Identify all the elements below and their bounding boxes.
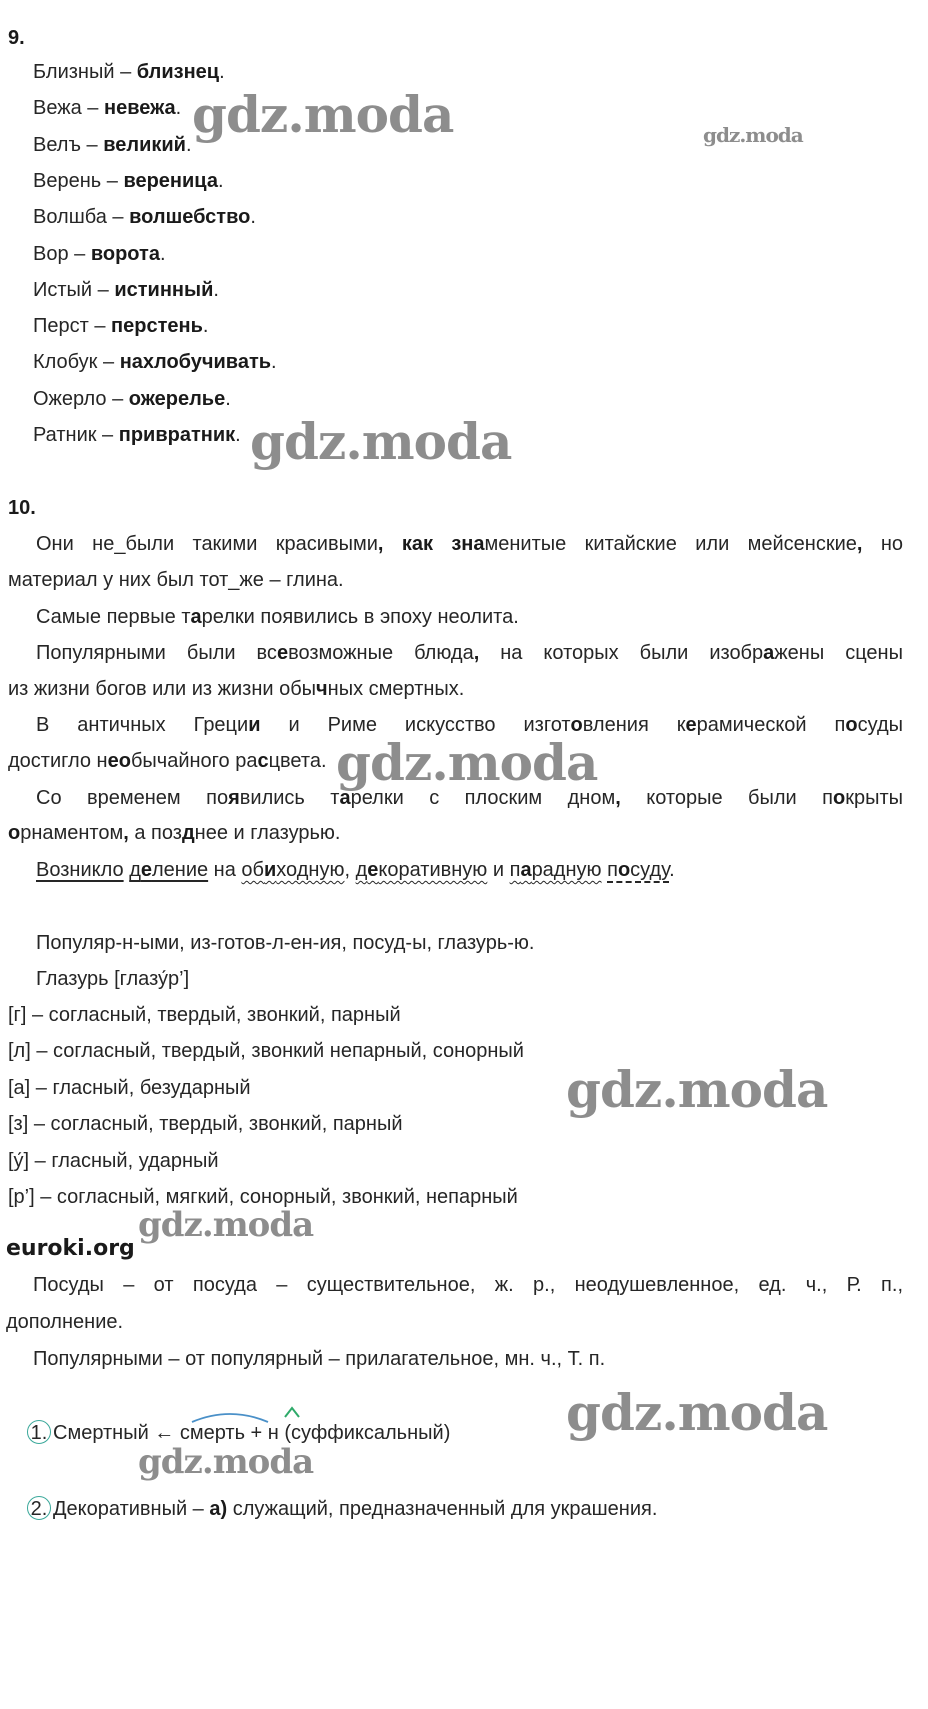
- phoneme-row: [л] – согласный, твердый, звонкий непарный, сонорный: [8, 1040, 524, 1063]
- predicate: деление: [129, 859, 209, 881]
- word-formation-item-1: 1. Смертный ← смерть + н (суффиксальный): [27, 1420, 450, 1445]
- word-pair-row: Вежа – невежа.: [33, 97, 182, 120]
- paragraph-6-parsed-sentence: Возникло деление на обиходную, декоративную и парадную посуду.: [36, 859, 675, 881]
- item-number-2: 2.: [27, 1496, 51, 1520]
- phoneme-row: [з] – согласный, твердый, звонкий, парный: [8, 1113, 403, 1136]
- paragraph-1-line-2: материал у них был тот_же – глина.: [8, 569, 344, 591]
- watermark-3: gdz.moda: [250, 412, 512, 471]
- word-pair-row: Истый – истинный.: [33, 278, 219, 301]
- watermark-6: gdz.moda: [138, 1205, 314, 1245]
- suffix-caret-mark: [283, 1405, 301, 1419]
- root-arc-mark: [190, 1410, 270, 1424]
- paragraph-3-line-2: из жизни богов или из жизни обычных смертных.: [8, 678, 465, 700]
- watermark-8: gdz.moda: [138, 1442, 314, 1482]
- word-pair-row: Клобук – нахлобучивать.: [33, 351, 277, 374]
- word-pair-row: Перст – перстень.: [33, 315, 209, 338]
- phoneme-row: [у́] – гласный, ударный: [8, 1149, 219, 1172]
- phoneme-row: [г] – согласный, твердый, звонкий, парный: [8, 1004, 401, 1026]
- morpheme-breakdown: Популяр-н-ыми, из-готов-л-ен-ия, посуд-ы, глазурь-ю.: [36, 932, 535, 954]
- watermark-1: gdz.moda: [192, 85, 454, 144]
- object: посуду: [607, 859, 670, 881]
- word-pair-row: Вор – ворота.: [33, 242, 166, 265]
- word-pair-row: Ожерло – ожерелье.: [33, 387, 231, 410]
- word-pair-row: Ратник – привратник.: [33, 424, 241, 446]
- lexical-meaning-item-2: 2. Декоративный – а) служащий, предназначенный для украшения.: [27, 1496, 657, 1521]
- parse-2: Популярными – от популярный – прилагательное, мн. ч., Т. п.: [33, 1348, 606, 1370]
- paragraph-5-line-1: Со временем появились тарелки с плоским дном, которые были покрыты: [36, 787, 904, 809]
- attribute-3: парадную: [509, 859, 602, 881]
- paragraph-1-line-1: Они не_были такими красивыми, как знаменитые китайские или мейсенские, но: [36, 533, 904, 555]
- transcription: Глазурь [глазу́р’]: [36, 968, 190, 990]
- source-label: euroki.org: [6, 1236, 135, 1261]
- phoneme-row: [р’] – согласный, мягкий, сонорный, звонкий, непарный: [8, 1186, 518, 1208]
- word-pair-row: Волшба – волшебство.: [33, 206, 256, 229]
- item-number-1: 1.: [27, 1420, 51, 1444]
- task-9-number: 9.: [8, 27, 25, 49]
- task-10-number: 10.: [8, 497, 36, 519]
- phoneme-row: [а] – гласный, безударный: [8, 1076, 251, 1099]
- suffix-letter: н: [267, 1422, 279, 1444]
- parse-1-line-1: Посуды – от посуда – существительное, ж. р., неодушевленное, ед. ч., Р. п.,: [33, 1274, 903, 1296]
- parse-1-line-2: дополнение.: [6, 1311, 124, 1333]
- watermark-5: gdz.moda: [566, 1060, 828, 1119]
- attribute-1: обиходную: [241, 859, 345, 881]
- watermark-7: gdz.moda: [566, 1383, 828, 1442]
- word-pair-row: Верень – вереница.: [33, 169, 224, 192]
- paragraph-5-line-2: орнаментом, а позднее и глазурью.: [8, 822, 341, 844]
- attribute-2: декоративную: [355, 859, 488, 881]
- paragraph-3-line-1: Популярными были всевозможные блюда, на которых были изображены сцены: [36, 642, 903, 664]
- paragraph-4-line-1: В античных Греции и Риме искусство изготовления керамической посуды: [36, 714, 903, 736]
- paragraph-2: Самые первые тарелки появились в эпоху неолита.: [36, 606, 519, 628]
- watermark-2: gdz.moda: [703, 123, 803, 147]
- word-pair-row: Велъ – великий.: [33, 133, 192, 156]
- watermark-4: gdz.moda: [336, 733, 598, 792]
- word-pair-row: Близный – близнец.: [33, 61, 225, 83]
- subject: Возникло: [36, 859, 124, 881]
- paragraph-4-line-2: достигло необычайного расцвета.: [8, 750, 327, 772]
